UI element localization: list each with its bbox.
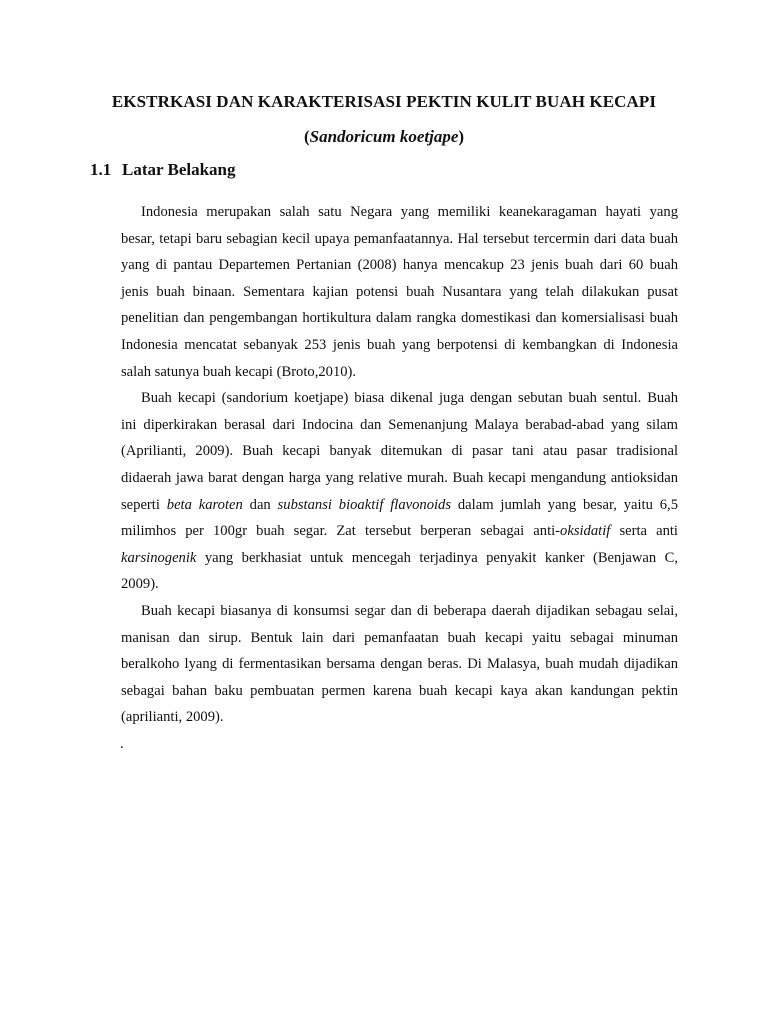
paragraph-line <box>121 492 678 519</box>
paragraph-line <box>121 465 678 492</box>
italic-term: substansi bioaktif flavonoids <box>277 496 452 513</box>
text-segment: besar, tetapi baru sebagian kecil upaya pemanfaatannya. Hal tersebut tercermin dari data buah <box>121 230 678 247</box>
paragraph-line <box>121 305 678 332</box>
paragraph-line <box>121 704 678 731</box>
text-segment: didaerah jawa barat dengan harga yang relative murah. Buah kecapi mengandung antioksidan <box>121 469 678 486</box>
text-segment: seperti <box>121 496 167 513</box>
text-segment: yang di pantau Departemen Pertanian (2008) hanya mencakup 23 jenis buah dari 60 buah <box>121 257 678 274</box>
text-segment: sebagai bahan baku pembuatan permen karena buah kecapi kaya akan kandungan pektin <box>121 682 678 699</box>
text-segment: yang berkhasiat untuk mencegah terjadinya penyakit kanker (Benjawan C, <box>196 549 678 566</box>
text-segment: penelitian dan pengembangan hortikultura dalam rangka domestikasi dan komersialisasi buah <box>121 310 678 327</box>
section-number: 1.1 <box>90 160 112 179</box>
text-segment: Buah kecapi biasanya di konsumsi segar dan di beberapa daerah dijadikan sebagau selai, <box>141 602 678 619</box>
italic-term: beta karoten <box>166 496 243 513</box>
text-segment: dan <box>242 496 278 513</box>
scientific-name: Sandoricum koetjape <box>309 127 459 146</box>
paragraph-line <box>121 359 678 386</box>
paragraph-line <box>121 199 678 226</box>
text-segment: Indonesia merupakan salah satu Negara yang memiliki keanekaragaman hayati yang <box>141 204 678 220</box>
paragraph-line <box>121 651 678 678</box>
paragraph-line <box>121 252 678 279</box>
text-segment: ini diperkirakan berasal dari Indocina dan Semenanjung Malaya berabad-abad yang silam <box>121 416 678 433</box>
paragraph-line <box>121 545 678 572</box>
trailing-mark: . <box>120 736 124 752</box>
text-segment: dalam jumlah yang besar, yaitu 6,5 <box>451 496 678 513</box>
text-segment: salah satunya buah kecapi (Broto,2010). <box>121 363 357 380</box>
text-segment: jenis buah binaan. Sementara kajian potensi buah Nusantara yang telah dilakukan pusat <box>121 283 678 300</box>
body-text <box>121 199 678 731</box>
paragraph-line <box>121 438 678 465</box>
text-segment: manisan dan sirup. Bentuk lain dari pemanfaatan buah kecapi yaitu sebagai minuman <box>121 629 678 646</box>
text-segment: Buah kecapi (sandorium koetjape) biasa dikenal juga dengan sebutan buah sentul. Buah <box>141 390 678 407</box>
paragraph-line <box>121 518 678 545</box>
paragraph-line <box>121 678 678 705</box>
text-segment: (Aprilianti, 2009). Buah kecapi banyak ditemukan di pasar tani atau pasar tradisional <box>121 443 678 460</box>
subtitle-close-paren: ) <box>458 127 465 146</box>
text-segment: (aprilianti, 2009). <box>121 709 224 726</box>
section-heading <box>90 160 236 180</box>
text-segment: 2009). <box>121 576 159 593</box>
text-segment: Indonesia mencatat sebanyak 253 jenis buah yang berpotensi di kembangkan di Indonesia <box>121 336 678 353</box>
italic-term: karsinogenik <box>121 549 197 566</box>
paragraph-line <box>121 279 678 306</box>
italic-term: oksidatif <box>560 523 611 540</box>
paragraph-line <box>121 571 678 598</box>
document-title: EKSTRKASI DAN KARAKTERISASI PEKTIN KULIT BUAH KECAPI <box>111 92 657 111</box>
paragraph-line <box>121 598 678 625</box>
subtitle-open-paren: ( <box>303 127 310 146</box>
paragraph-line <box>121 385 678 412</box>
paragraph-line <box>121 226 678 253</box>
paragraph-line <box>121 332 678 359</box>
paragraph-line <box>121 412 678 439</box>
text-segment: serta anti <box>610 523 678 540</box>
section-title: Latar Belakang <box>122 160 236 179</box>
paragraph-line <box>121 625 678 652</box>
document-subtitle <box>90 127 678 147</box>
text-segment: beralkoho lyang di fermentasikan bersama dengan beras. Di Malasya, buah mudah dijadikan <box>121 656 678 673</box>
text-segment: milimhos per 100gr buah segar. Zat tersebut berperan sebagai anti- <box>121 523 561 540</box>
